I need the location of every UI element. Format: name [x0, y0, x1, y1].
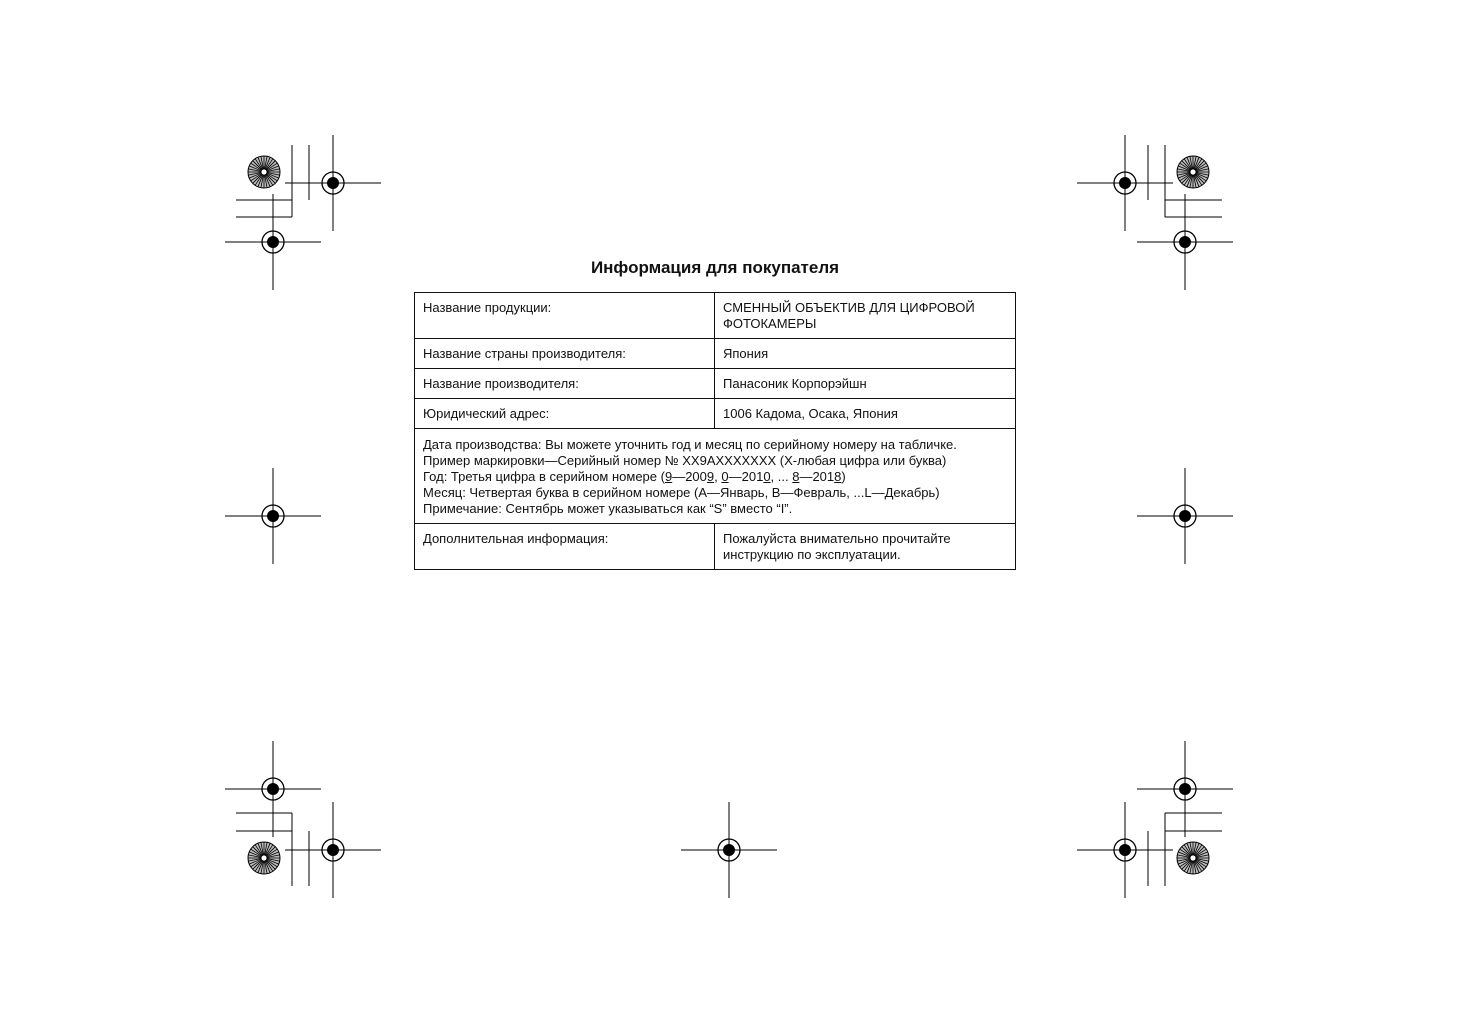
- table-row: [415, 524, 1016, 570]
- table-row: [415, 399, 1016, 429]
- year-base-1: —200: [672, 469, 707, 484]
- year-digit-2: 0: [721, 469, 729, 484]
- year-base-2: —201: [728, 469, 764, 484]
- year-prefix: Год: Третья цифра в серийном номере (: [423, 469, 665, 484]
- note-line: Примечание: Сентябрь может указываться как “S” вместо “I”.: [423, 501, 793, 516]
- product-name-label: Название продукции:: [415, 293, 715, 339]
- year-sep-1: ,: [714, 469, 722, 484]
- table-row: [415, 339, 1016, 369]
- year-suffix: ): [841, 469, 846, 484]
- address-value: 1006 Кадома, Осака, Япония: [715, 399, 1016, 429]
- product-name-value: СМЕННЫЙ ОБЪЕКТИВ ДЛЯ ЦИФРОВОЙ ФОТОКАМЕРЫ: [715, 293, 1016, 339]
- page-title: Информация для покупателя: [590, 258, 840, 277]
- year-last-digit-1: 9: [706, 469, 715, 484]
- table-row: [415, 429, 1016, 524]
- month-line: Месяц: Четвертая буква в серийном номере (A—Январь, B—Февраль, ...L—Декабрь): [423, 485, 940, 500]
- year-sep-2: , ...: [770, 469, 793, 484]
- table-row: [415, 293, 1016, 339]
- year-last-digit-2: 0: [763, 469, 771, 484]
- year-line: [423, 469, 1007, 485]
- year-digit-3: 8: [792, 469, 800, 484]
- manufacturer-value: Панасоник Корпорэйшн: [715, 369, 1016, 399]
- manufacturer-label: Название производителя:: [415, 369, 715, 399]
- production-date-line: Дата производства: Вы можете уточнить год и месяц по серийному номеру на табличке.: [423, 437, 957, 452]
- year-base-3: —201: [799, 469, 835, 484]
- country-value: Япония: [715, 339, 1016, 369]
- customer-info-table: [414, 292, 1016, 570]
- country-label: Название страны производителя:: [415, 339, 715, 369]
- year-last-digit-3: 8: [834, 469, 842, 484]
- address-label: Юридический адрес:: [415, 399, 715, 429]
- additional-info-label: Дополнительная информация:: [415, 524, 715, 570]
- year-digit-1: 9: [664, 469, 673, 484]
- marking-example-line: Пример маркировки—Серийный номер № XX9AXXXXXXX (X-любая цифра или буква): [423, 453, 947, 468]
- table-row: [415, 369, 1016, 399]
- additional-info-value: Пожалуйста внимательно прочитайте инструкцию по эксплуатации.: [715, 524, 1016, 570]
- production-date-info: [415, 429, 1016, 524]
